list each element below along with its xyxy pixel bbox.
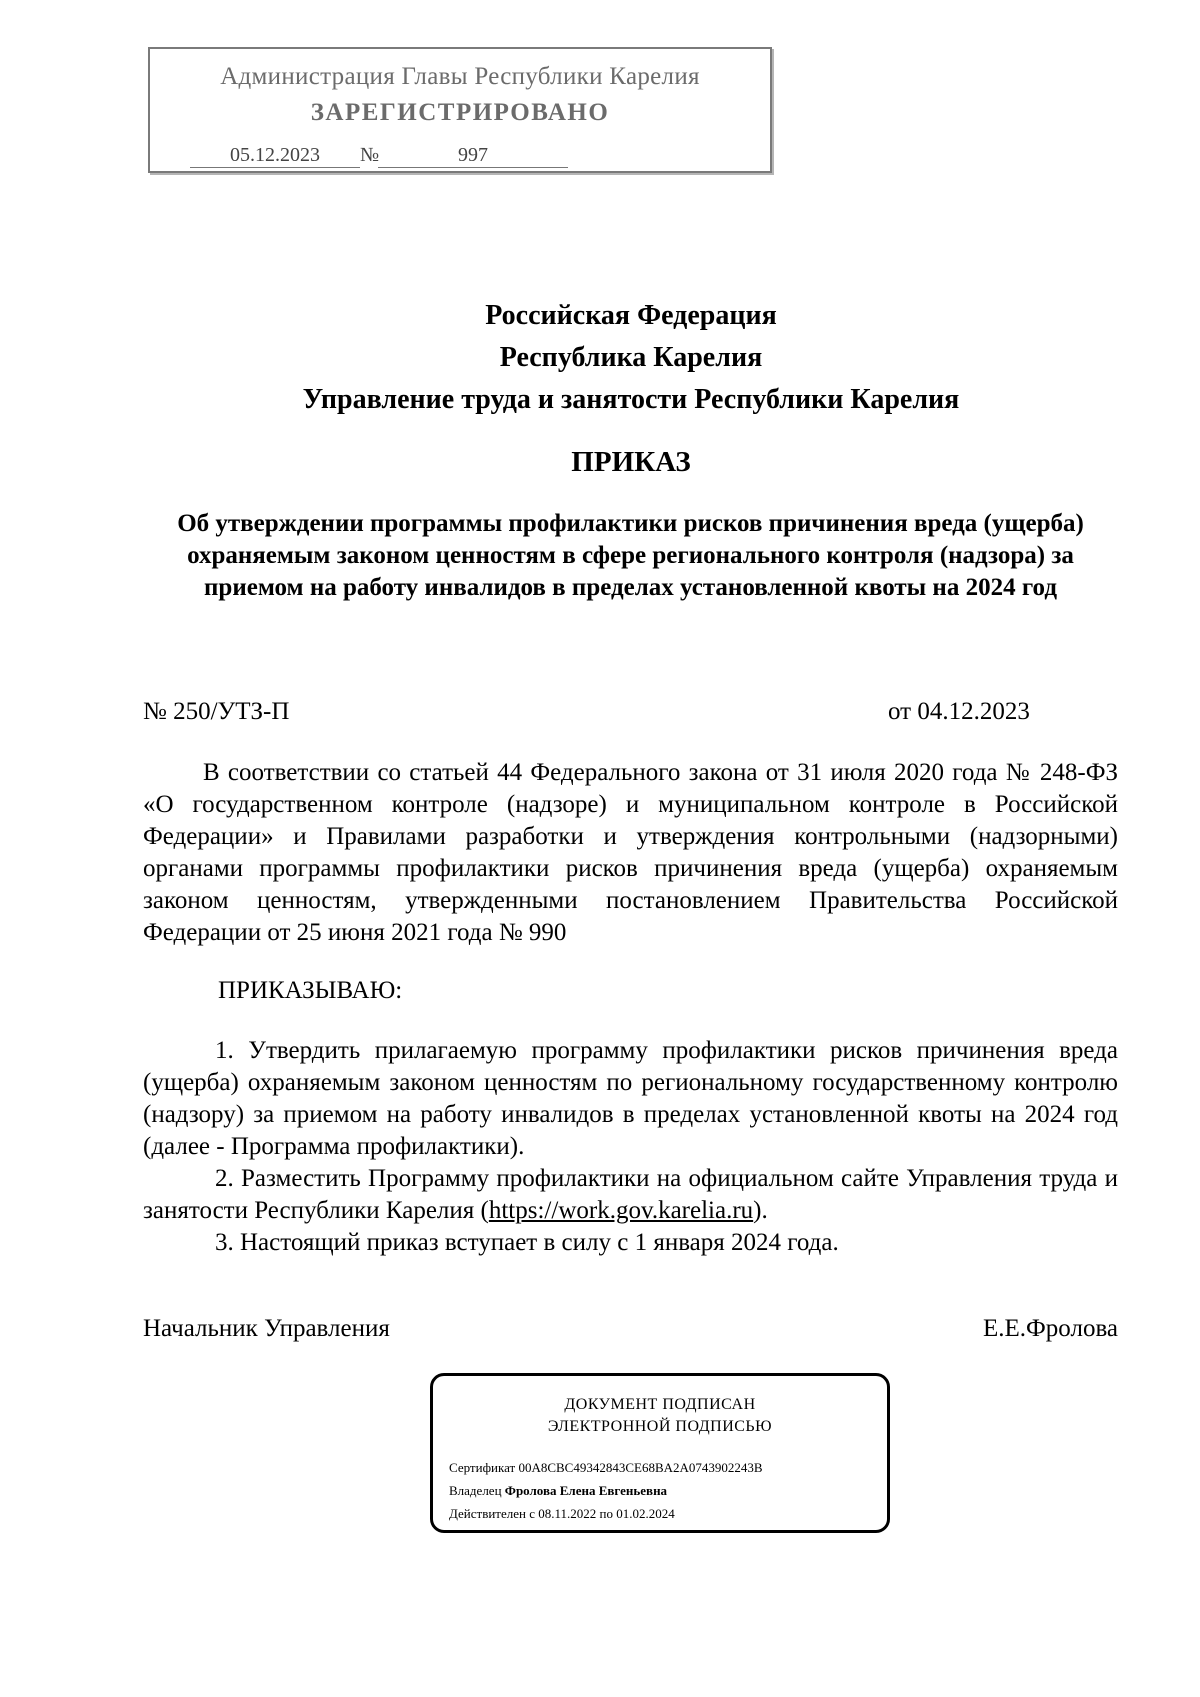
- order-item-3: 3. Настоящий приказ вступает в силу с 1 января 2024 года.: [215, 1229, 839, 1256]
- order-item-2-text: 2. Разместить Программу профилактики на официальном сайте Управления труда и занятости Республики Карелия (: [143, 1165, 1118, 1224]
- esign-title-1: ДОКУМЕНТ ПОДПИСАН: [564, 1396, 756, 1413]
- esign-valid-from-label: с: [529, 1506, 535, 1521]
- esign-cert-label: Сертификат: [449, 1460, 516, 1475]
- esign-owner: [449, 1483, 667, 1499]
- esign-certificate: [449, 1460, 763, 1476]
- registration-status: ЗАРЕГИСТРИРОВАНО: [310, 99, 610, 126]
- esign-owner-value: Фролова Елена Евгеньевна: [504, 1483, 668, 1498]
- esign-valid-to-label: по: [599, 1506, 613, 1521]
- registration-row: [190, 144, 568, 168]
- document-number: № 250/УТЗ-П: [143, 698, 290, 725]
- esign-cert-value: 00A8CBC49342843CE68BA2A0743902243B: [518, 1460, 763, 1475]
- registration-number: 997: [378, 144, 568, 168]
- header-region: Республика Карелия: [499, 342, 763, 373]
- registration-date: 05.12.2023: [190, 144, 360, 168]
- esign-valid-label: Действителен: [449, 1506, 526, 1521]
- esign-valid-from: 08.11.2022: [538, 1506, 597, 1521]
- order-items: [143, 1035, 1118, 1259]
- header-country: Российская Федерация: [485, 300, 777, 331]
- esign-valid-to: 01.02.2024: [616, 1506, 675, 1521]
- esign-owner-label: Владелец: [449, 1483, 502, 1498]
- registration-org: Администрация Главы Республики Карелия: [220, 63, 700, 90]
- registration-stamp: [148, 47, 772, 173]
- website-link[interactable]: https://work.gov.karelia.ru: [488, 1197, 754, 1224]
- esignature-stamp: [430, 1373, 890, 1533]
- order-subject: Об утверждении программы профилактики рисков причинения вреда (ущерба) охраняемым законом ценностям в сфере регионального контроля (надзора) за приемом на работу инвалидов в пределах установленной квоты на 2024 год: [177, 510, 1084, 601]
- header-agency: Управление труда и занятости Республики Карелия: [302, 384, 960, 415]
- signatory-position: Начальник Управления: [143, 1315, 390, 1342]
- preamble-paragraph: В соответствии со статьей 44 Федерального закона от 31 июля 2020 года № 248-ФЗ «О государственном контроле (надзоре) и муниципальном контроле в Российской Федерации» и Правилами разработки и утверждения контрольными (надзорными) органами программы профилактики рисков причинения вреда (ущерба) охраняемым законом ценностям, утвержденными постановлением Правительства Российской Федерации от 25 июня 2021 года № 990: [143, 759, 1118, 946]
- decree-word: ПРИКАЗЫВАЮ:: [218, 977, 403, 1004]
- esign-title-2: ЭЛЕКТРОННОЙ ПОДПИСЬЮ: [547, 1418, 773, 1435]
- esign-validity: [449, 1506, 675, 1522]
- order-item-2: [143, 1163, 1118, 1227]
- document-date: от 04.12.2023: [888, 698, 1030, 725]
- order-item-1: 1. Утвердить прилагаемую программу профилактики рисков причинения вреда (ущерба) охраняемым законом ценностям по региональному государственному контролю (надзору) за приемом на работу инвалидов в пределах установленной квоты на 2024 год (далее - Программа профилактики).: [143, 1037, 1118, 1160]
- order-item-2-end: ).: [753, 1197, 768, 1224]
- order-title: ПРИКАЗ: [571, 446, 691, 478]
- registration-number-sign: №: [360, 144, 380, 166]
- signatory-name: Е.Е.Фролова: [983, 1315, 1119, 1342]
